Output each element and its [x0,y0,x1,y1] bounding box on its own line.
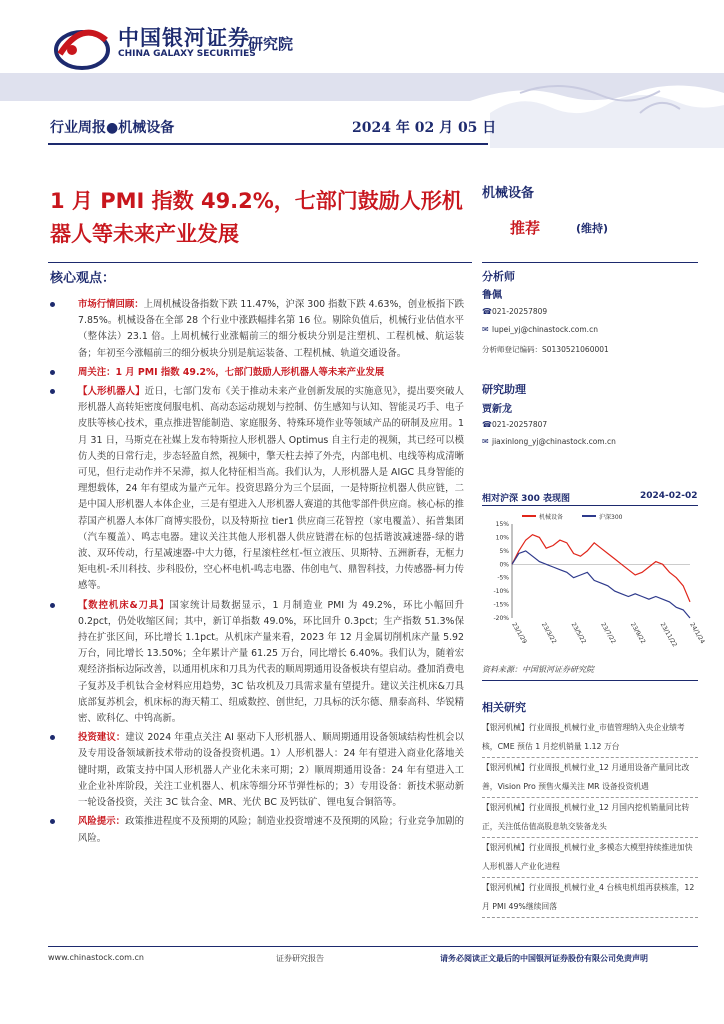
paragraph-text: 建议 2024 年重点关注 AI 驱动下人形机器人、顺周期通用设备领域结构性机会以及专用设备领域新技术带动的设备投资机遇。1）人形机器人：24 年有望进入商业化落地关键时期，政策支持中国人形机器人产业化未来可期；2）顺周期通用设备：24 年有望进入工业企业补库阶段，关注工业机器人、机床等细分环节弹性标的；3）专用设备：新技术驱动新一轮设备投资，关注 3C 钛合金、MR、光伏 BC 及钙钛矿、锂电复合铜箔等。 [78,732,464,809]
x-tick-label: 23/5/22 [569,621,588,646]
y-tick-label: -5% [497,574,509,582]
y-tick-label: -20% [493,615,509,622]
logo-english-name: CHINA GALAXY SECURITIES [118,49,256,59]
y-tick-label: -15% [493,601,509,609]
email-icon: ✉ [482,325,489,334]
paragraph-market-review [50,297,464,362]
phone-text: 021-20257807 [492,420,548,429]
paragraph-investment-advice [50,730,464,811]
email-link[interactable]: jiaxinlong_yj@chinastock.com.cn [492,437,616,446]
analyst-heading: 分析师 [482,270,515,283]
bullet-icon [50,819,55,824]
related-research-list [482,718,698,918]
paragraph-heading: 投资建议： [78,732,126,744]
footer-label: 证券研究报告 [276,954,324,963]
x-tick-label: 24/1/24 [688,621,706,646]
divider [482,505,698,506]
y-tick-label: 0% [499,561,509,569]
chart-date: 2024-02-02 [640,491,698,501]
chart-source: 资料来源：中国银河证券研究院 [482,665,594,674]
bullet-icon [50,603,55,608]
assistant-phone [482,420,547,429]
x-tick-label: 23/3/22 [539,621,558,646]
report-type: 行业周报●机械设备 [50,120,175,136]
divider [482,262,698,263]
y-tick-label: -10% [493,588,509,596]
rating-note: (维持) [576,222,609,235]
x-tick-label: 23/9/22 [628,621,647,646]
paragraph-risk [50,814,464,846]
related-research-item[interactable]: 【银河机械】行业周报_机械行业_市值管理纳入央企业绩考核，CME 预估 1 月挖机销量 1.12 万台 [482,718,698,758]
relative-performance-chart [482,510,706,660]
bullet-icon [50,302,55,307]
bullet-icon [50,735,55,740]
y-tick-label: 10% [495,534,509,542]
paragraph-heading: 【人形机器人】 [78,386,145,398]
series-line-machinery [512,535,690,602]
report-date: 2024 年 02 月 05 日 [352,120,497,136]
paragraph-text: 近日，七部门发布《关于推动未来产业创新发展的实施意见》，提出要突破人形机器人高转矩密度伺服电机、高动态运动规划与控制、仿生感知与认知、智能灵巧手、电子皮肤等核心技术，重点推进智能制造、家庭服务、特殊环境作业等领域产品的研制及应用。1 月 31 日，马斯克在社媒上发布特斯拉人形机器人 Optimus 自主行走的视频，其已经可以模仿人类的日常行走，步态轻盈自然，视频中，擎天柱去掉了外壳，内部电机、电线等构成清晰可见，但行走动作并不呆滞，拟人化特征相当高。我们认为，人形机器人是 AIGC 具身智能的理想载体，24 年有望成为量产元年。投资思路分为三个层面，一是特斯拉机器人供应链，二是中国人形机器人本体企业，三是有望进入人形机器人赛道的其他零部件供应商。核心标的推荐国产机器人本体厂商博实股份，以及特斯拉 tier1 供应商三花智控（家电覆盖）、拓普集团（汽车覆盖）、鸣志电器。建议关注其他人形机器人供应链潜在标的包括谐波减速器-绿的谐波、双环传动，行星减速器-中大力德，行星滚柱丝杠-恒立液压、贝斯特、五洲新春，无框力矩电机-禾川科技、步科股份，空心杯电机-鸣志电器、伟创电气、鼎智科技，力传感器-柯力传感等。 [78,386,464,592]
bullet-icon [50,370,55,375]
paragraph-cnc-tools [50,598,464,728]
institute-label: 研究院 [248,35,294,53]
chart-title: 相对沪深 300 表现图 [482,494,571,504]
analyst-registration: 分析师登记编码：S0130521060001 [482,345,609,354]
logo-chinese-name: 中国银河证券 [118,26,250,50]
y-tick-label: 15% [495,521,509,528]
paragraph-heading: 风险提示： [78,816,126,828]
legend-label: 机械设备 [539,514,564,521]
phone-icon: ☎ [482,307,492,316]
footer-url[interactable]: www.chinastock.com.cn [48,953,144,962]
email-icon: ✉ [482,437,489,446]
footer-divider [48,946,698,947]
report-title: 1 月 PMI 指数 49.2%，七部门鼓励人形机器人等未来产业发展 [50,189,463,246]
sidebar-industry: 机械设备 [482,186,535,201]
core-view-label: 核心观点： [50,271,116,286]
paragraph-text: 上周机械设备指数下跌 11.47%，沪深 300 指数下跌 4.63%，创业板指下跌 7.85%。机械设备在全部 28 个行业中涨跌幅排名第 16 位。剔除负值后，机械行业估值水平（整体法）23.1 倍。上周机械行业涨幅前三的细分板块分别是注塑机、工程机械、航运装备；年初至今涨幅前三的细分板块分别是航运装备、工程机械、轨道交通设备。 [78,299,464,359]
divider [482,680,698,681]
company-logo [52,20,112,72]
x-tick-label: 23/1/29 [510,621,528,646]
legend-label: 沪深300 [599,514,623,521]
paragraph-humanoid-robot [50,384,464,595]
related-research-item[interactable]: 【银河机械】行业周报_机械行业_多模态大模型持续推进加快人形机器人产业化进程 [482,838,698,878]
email-link[interactable]: lupei_yj@chinastock.com.cn [492,325,598,334]
paragraph-weekly-focus [50,365,464,381]
rating: 推荐 [510,219,541,237]
paragraph-text: 政策推进程度不及预期的风险；制造业投资增速不及预期的风险；行业竞争加剧的风险。 [78,816,464,844]
main-body [50,297,464,850]
assistant-name: 贾新龙 [482,404,512,415]
paragraph-heading: 周关注：1 月 PMI 指数 49.2%，七部门鼓励人形机器人等未来产业发展 [78,366,385,378]
paragraph-text: 国家统计局数据显示，1 月制造业 PMI 为 49.2%，环比小幅回升 0.2pct，仍处收缩区间；其中，新订单指数 49.0%，环比回升 0.3pct；生产指数 51.3%保持在扩张区间，环比增长 1.1pct。从机床产量来看，2023 年 12 月金属切削机床产量 5.92 万台，同比增长 13.50%；全年累计产量 61.25 万台，同比增长 6.40%。我们认为，随着宏观经济指标边际改善，以通用机床和刀具为代表的顺周期通用设备板块有望启动。叠加消费电子复苏及手机钛合金材料应用趋势，3C 钻攻机及刀具需求量有望提升。建议关注机床&刀具底部复苏机会，机床标的海天精工、纽威数控、创世纪，刀具标的沃尔德、鼎泰高科、华锐精密、欧科亿、中钨高新。 [78,599,464,725]
assistant-email[interactable] [482,437,616,446]
footer-disclaimer: 请务必阅读正文最后的中国银河证券股份有限公司免责声明 [440,954,648,963]
x-tick-label: 23/11/22 [658,621,679,649]
bullet-icon [50,389,55,394]
related-research-item[interactable]: 【银河机械】行业周报_机械行业_12 月国内挖机销量同比转正，关注低估值高股息轨交装备龙头 [482,798,698,838]
analyst-name: 鲁佩 [482,290,502,301]
y-tick-label: 5% [499,547,509,555]
x-tick-label: 23/7/22 [599,621,617,646]
analyst-email[interactable] [482,325,598,334]
divider [48,262,472,263]
paragraph-heading: 市场行情回顾： [78,299,144,310]
assistant-heading: 研究助理 [482,383,526,396]
series-line-hs300 [512,551,690,618]
phone-text: 021-20257809 [492,307,548,316]
analyst-phone [482,307,547,316]
paragraph-heading: 【数控机床&刀具】 [78,599,170,611]
related-research-heading: 相关研究 [482,701,526,714]
phone-icon: ☎ [482,420,492,429]
related-research-item[interactable]: 【银河机械】行业周报_机械行业_4 台核电机组再获核准，12 月 PMI 49%继续回落 [482,878,698,918]
related-research-item[interactable]: 【银河机械】行业周报_机械行业_12 月通用设备产量同比改善，Vision Pro 预售火爆关注 MR 设备投资机遇 [482,758,698,798]
divider [48,143,488,145]
